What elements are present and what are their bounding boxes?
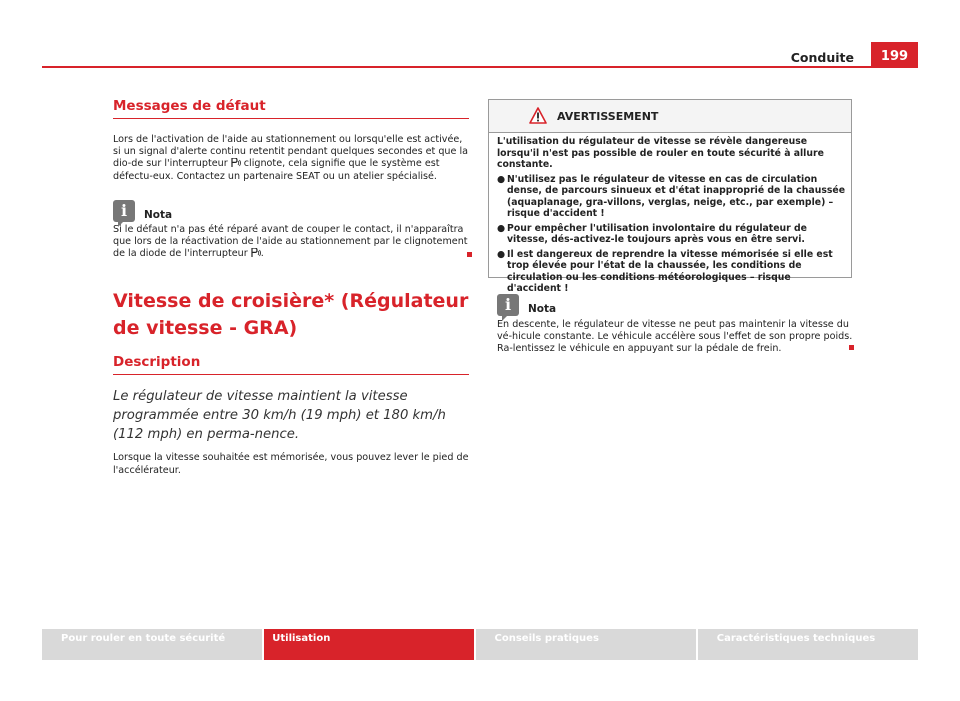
messages-text: [113, 134, 469, 183]
section-end-marker: [849, 345, 854, 350]
warning-title: AVERTISSEMENT: [557, 110, 659, 123]
warning-item-text: Il est dangereux de reprendre la vitesse mémorisée si elle est trop élevée pour l'état de la chaussée, les conditions de circulation ou les conditions météorologiques – risque d'accident !: [507, 248, 833, 294]
page-number: 199: [871, 42, 918, 68]
description-text: Lorsque la vitesse souhaitée est mémorisée, vous pouvez lever le pied de l'accélérateur.: [113, 452, 469, 476]
chapter-title: Vitesse de croisière* (Régulateur de vitesse - GRA): [113, 290, 469, 340]
messages-text-end: clignote, cela signifie que le système est défectu-eux. Contactez un partenaire SEAT ou un atelier spécialisé.: [113, 158, 440, 182]
warning-intro: L'utilisation du régulateur de vitesse se révèle dangereuse lorsqu'il n'est pas possible de rouler en toute sécurité à allure constante.: [497, 136, 824, 170]
messages-text-start: Lors de l'activation de l'aide au stationnement ou lorsqu'elle est activée, si un signal d'alerte continu retentit pendant quelques secondes et que la dio-de sur l'interrupteur: [113, 134, 469, 170]
bullet: ●: [497, 248, 506, 260]
description-lead: Le régulateur de vitesse maintient la vitesse programmée entre 30 km/h (19 mph) et 180 km/h (112 mph) en perma-nence.: [113, 389, 446, 443]
warning-item-text: Pour empêcher l'utilisation involontaire du régulateur de vitesse, dés-activez-le toujours après vous en être servi.: [507, 222, 807, 245]
footer-tab-safety[interactable]: Pour rouler en toute sécurité: [42, 629, 262, 660]
footer-tab-tips[interactable]: Conseils pratiques: [476, 629, 696, 660]
section-end-marker: [467, 252, 472, 257]
note-text-start: Si le défaut n'a pas été réparé avant de couper le contact, il n'apparaîtra que lors de la réactivation de l'aide au stationnement par le clignotement de la diode de l'interrupteur: [113, 223, 468, 260]
parking-aid-switch-icon: [251, 248, 261, 257]
note-label: Nota: [144, 208, 173, 221]
warning-box: [488, 99, 852, 294]
description-heading: Description: [113, 354, 469, 375]
bullet: ●: [497, 173, 506, 185]
footer-tab-technical[interactable]: Caractéristiques techniques: [698, 629, 918, 660]
note-text: [113, 224, 469, 261]
parking-aid-switch-icon: [231, 158, 241, 167]
warning-item: [497, 249, 845, 295]
bullet: ●: [497, 222, 506, 234]
note-text-end: .: [260, 248, 264, 260]
info-i-icon: i: [497, 294, 519, 316]
footer-nav: [42, 629, 918, 660]
warning-triangle-icon: [529, 107, 547, 124]
footer-tab-operation[interactable]: Utilisation: [264, 629, 473, 660]
left-column: [113, 98, 469, 477]
messages-heading: Messages de défaut: [113, 98, 469, 119]
section-title: Conduite: [790, 50, 854, 65]
warning-item: [497, 174, 845, 220]
info-i-icon: i: [113, 200, 135, 222]
note-header: [113, 196, 469, 222]
header-rule: [42, 66, 918, 68]
note-header: [497, 290, 855, 316]
note-label: Nota: [528, 303, 557, 315]
warning-item: [497, 223, 845, 246]
right-column: [497, 290, 855, 356]
right-note-text: En descente, le régulateur de vitesse ne peut pas maintenir la vitesse du vé-hicule constante. Le véhicule accélère sous l'effet de son propre poids. Ra-lentissez le véhicule en appuyant sur la pédale de frein.: [497, 319, 853, 355]
warning-body: [489, 133, 851, 295]
warning-header: [489, 100, 851, 133]
warning-item-text: N'utilisez pas le régulateur de vitesse en cas de circulation dense, de parcours sinueux et d'état inapproprié de la chaussée (aquaplanage, gra-villons, verglas, neige, etc., par exemple) – risque d'accident !: [507, 173, 845, 219]
